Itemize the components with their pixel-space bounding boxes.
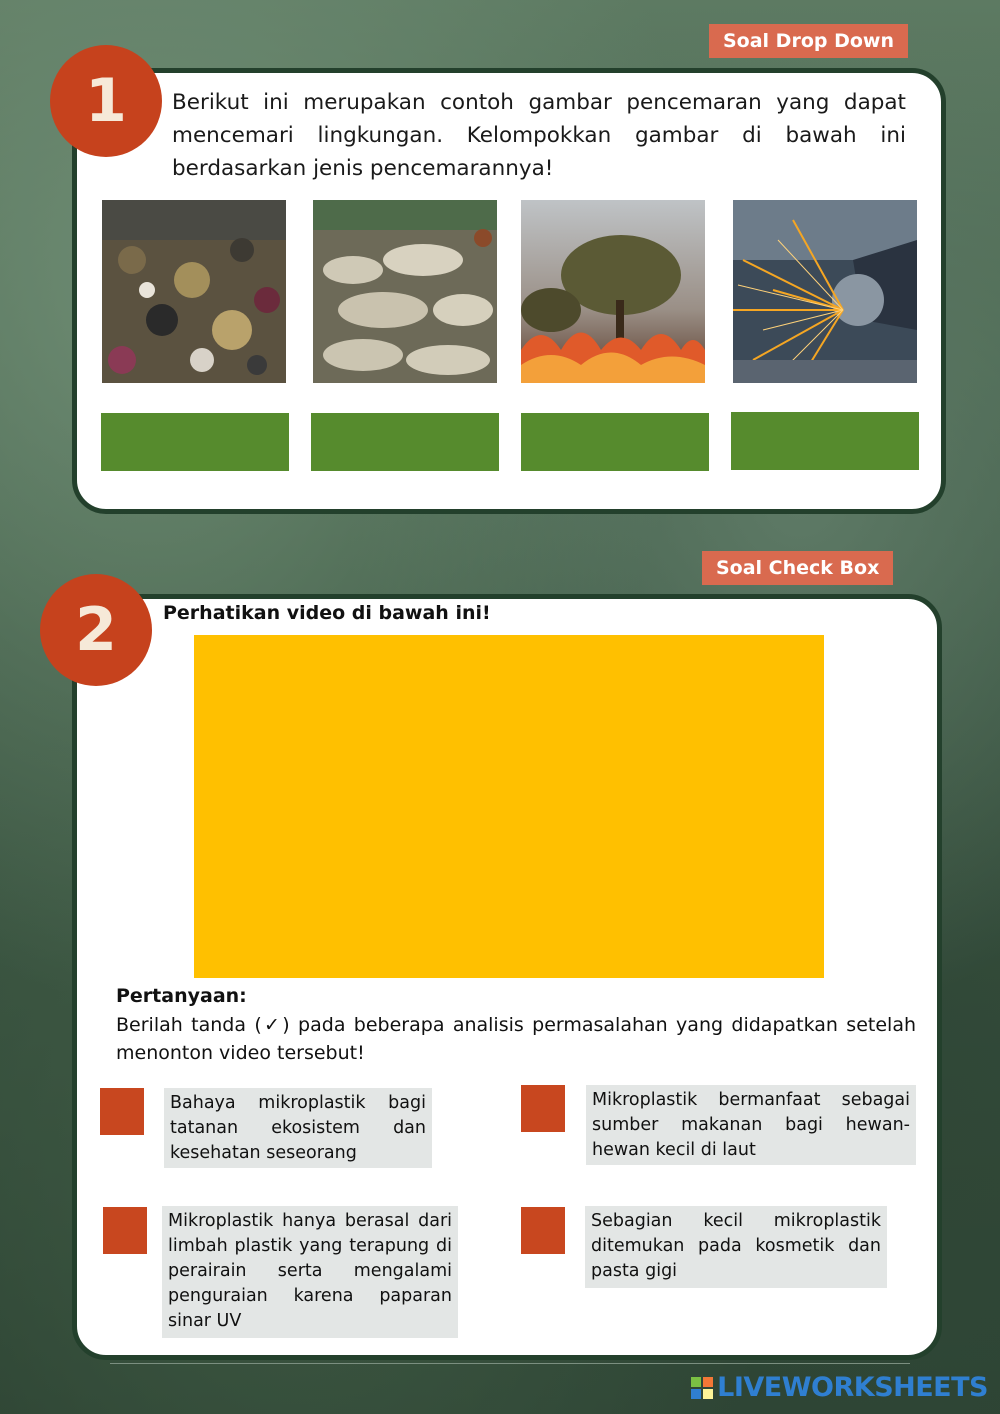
- video-player[interactable]: [194, 635, 824, 978]
- question-number-2: 2: [40, 574, 152, 686]
- option-3-text: Mikroplastik hanya berasal dari limbah plastik yang terapung di perairain serta mengalami penguraian karena paparan sinar UV: [162, 1206, 458, 1338]
- question-label: Pertanyaan:: [116, 985, 247, 1007]
- question-number-1: 1: [50, 45, 162, 157]
- dropdown-2[interactable]: [311, 413, 499, 471]
- garbage-dump-image: [102, 200, 286, 383]
- option-2-text: Mikroplastik bermanfaat sebagai sumber makanan bagi hewan-hewan kecil di laut: [586, 1085, 916, 1165]
- welding-sparks-image: [733, 200, 917, 383]
- tag-check-box: Soal Check Box: [702, 551, 893, 585]
- liveworksheets-logo[interactable]: [691, 1372, 988, 1403]
- footer-divider: [110, 1363, 910, 1364]
- checkbox-option-2[interactable]: [521, 1085, 565, 1132]
- question-2-heading: Perhatikan video di bawah ini!: [163, 602, 491, 624]
- brand-name: LIVEWORKSHEETS: [717, 1372, 988, 1403]
- option-4-text: Sebagian kecil mikroplastik ditemukan pada kosmetik dan pasta gigi: [585, 1206, 887, 1288]
- question-text: Berilah tanda (✓) pada beberapa analisis permasalahan yang didapatkan setelah menonton video tersebut!: [116, 1014, 916, 1064]
- checkbox-option-3[interactable]: [103, 1207, 147, 1254]
- dead-fish-river-image: [313, 200, 497, 383]
- dropdown-1[interactable]: [101, 413, 289, 471]
- question-1-intro: Berikut ini merupakan contoh gambar pencemaran yang dapat mencemari lingkungan. Kelompokkan gambar di bawah ini berdasarkan jenis pencemarannya!: [172, 90, 906, 181]
- dropdown-3[interactable]: [521, 413, 709, 471]
- checkbox-option-4[interactable]: [521, 1207, 565, 1254]
- checkbox-option-1[interactable]: [100, 1088, 144, 1135]
- dropdown-4[interactable]: [731, 412, 919, 470]
- tag-drop-down: Soal Drop Down: [709, 24, 908, 58]
- forest-fire-image: [521, 200, 705, 383]
- option-1-text: Bahaya mikroplastik bagi tatanan ekosistem dan kesehatan seseorang: [164, 1088, 432, 1168]
- liveworksheets-logo-icon: [691, 1377, 713, 1399]
